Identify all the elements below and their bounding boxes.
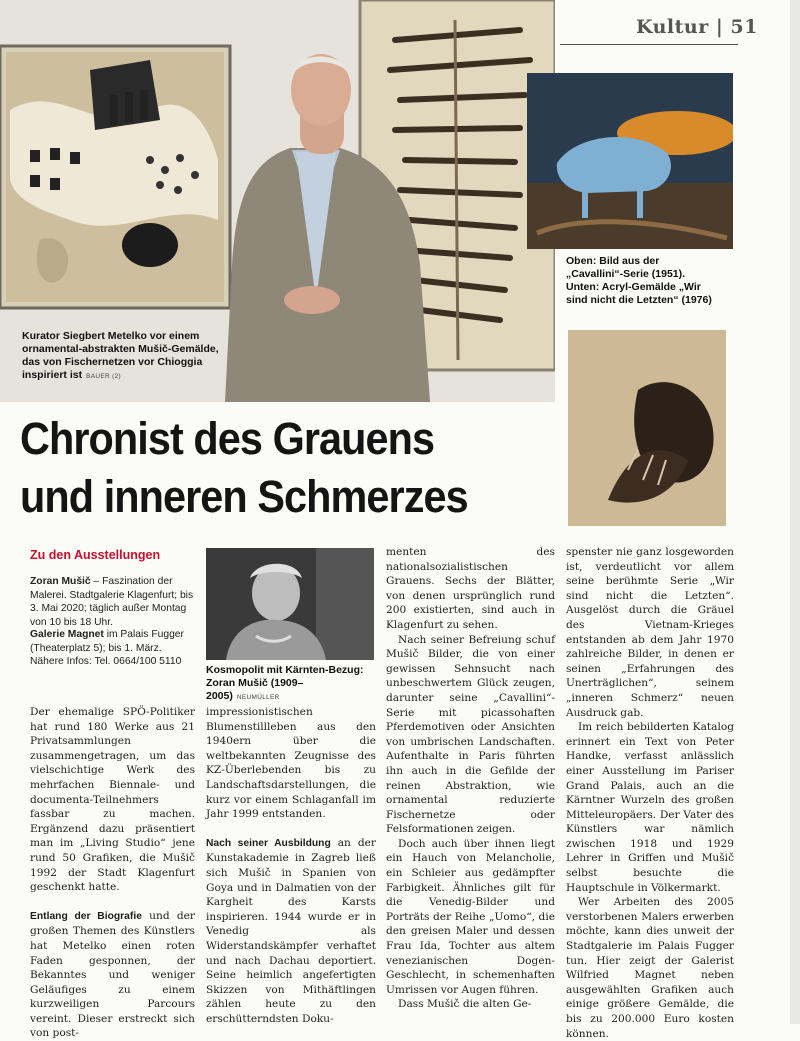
paragraph-text: an der Kunstakademie in Zagreb ließ sich Mušič in Spanien von Goya und in Dalmatien von der Kargheit des Karsts inspirieren. 1944 wurde er in Venedig als Widerstandskämpfer verhaftet und nach Dachau deportiert. Seine heimlich angefertigten Skizzen von Mithäftlingen zählen heute zu den erschütterndsten Doku- <box>206 836 376 1025</box>
paragraph: Doch auch über ihnen liegt ein Hauch von Melancholie, ein Schleier aus gedämpfter Farbigkeit. Ähnliches gilt für die Venedig-Bilder und Porträts der Reihe „Uomo“, die den greisen Maler und dessen Frau Ida, Tochter aus altem venezianischen Dogen-Geschlecht, in schemenhaften Umrissen vor Augen führen. <box>386 837 555 996</box>
paragraph: Wer Arbeiten des 2005 verstorbenen Malers erwerben möchte, kann dies unweit der Stadtgalerie im Palais Fugger tun. Hier zeigt der Galerist Wilfried Magnet neben ausgewählten Grafiken auch einige größere Gemälde, die bis zu 200.000 Euro kosten können. <box>566 896 734 1040</box>
acryl-painting <box>568 330 726 526</box>
paragraph: impressionistischen Blumenstillleben aus den 1940ern über die weltbekannten Zeugnisse des KZ-Überlebenden bis zu Landschaftsdarstellungen, die kurz vor einem Schlaganfall im Jahr 1999 entstanden. <box>206 706 376 821</box>
paragraph: Im reich bebilderten Katalog erinnert ein Text von Peter Handke, verfasst anlässlich einer Ausstellung im Pariser Grand Palais, auch an die Kärntner Wurzeln des großen Mitteleuropäers. Der Vater des Künstlers war nämlich zwischen 1918 und 1929 Lehrer in Griffen und Mušič selbst besuchte die Hauptschule in Völkermarkt. <box>566 721 734 894</box>
paragraph <box>206 836 376 1027</box>
section-label: Kultur | 51 <box>636 16 758 38</box>
info-item-name: Zoran Mušič <box>30 576 91 587</box>
info-item-name: Galerie Magnet <box>30 629 104 640</box>
caption-text: Kosmopolit mit Kärnten-Bezug: Zoran Mušič (1909–2005) <box>206 664 364 702</box>
article-column-3 <box>386 545 555 1012</box>
paragraph: Nach seiner Befreiung schuf Mušič Bilder, die von einer gewissen Sehnsucht nach unbeschwertem Glück zeugen, darunter seine „Cavallini“-Serie mit picassohaften Pferdemotiven oder Ansichten von umbrischen Landschaften. Aufenthalte in Paris führten ihn auch in die Gefilde der reinen Abstraktion, wie ornamental reduzierte Fischernetze oder Felsformationen zeigen. <box>386 633 555 836</box>
header-rule <box>560 44 738 45</box>
article-column-2 <box>206 705 376 1026</box>
cavallini-painting <box>527 73 733 249</box>
page-edge <box>790 0 800 1024</box>
subheading: Nach seiner Ausbildung <box>206 837 331 849</box>
caption-paintings: Oben: Bild aus der „Cavallini“-Serie (1951). Unten: Acryl-Gemälde „Wir sind nicht die Letzten“ (1976) <box>566 255 712 306</box>
paragraph <box>30 909 195 1041</box>
paragraph: Der ehemalige SPÖ-Politiker hat rund 180 Werke aus 21 Privatsammlungen zusammengetragen, um das vielschichtige Werk des mehrfachen Biennale- und documenta-Teilnehmers fassbar zu machen. Ergänzend dazu präsentiert man im „Living Studio“ jene rund 50 Grafiken, die Mušič 1992 der Stadt Klagenfurt geschenkt hatte. <box>30 706 195 894</box>
headline-line-1: Chronist des Grauens <box>20 413 435 464</box>
photo-credit: BAUER (2) <box>86 373 121 380</box>
info-item-stadtgalerie <box>30 575 198 629</box>
paragraph: spenster nie ganz losgeworden ist, verdeutlicht vor allem seine berühmte Serie „Wir sind nicht die Letzten“. Ausgelöst durch die Gräuel des Vietnam-Krieges entstanden ab dem Jahr 1970 zahlreiche Bilder, in denen er seinen „Erfahrungen des Unerträglichen“, seinem „inneren Schmerz“ neuen Ausdruck gab. <box>566 546 734 719</box>
subheading: Entlang der Biografie <box>30 910 142 922</box>
info-box-title: Zu den Ausstellungen <box>30 548 161 562</box>
caption-curator-photo <box>22 330 222 383</box>
portrait-photo <box>206 548 374 660</box>
article-column-1 <box>30 705 195 1041</box>
headline <box>20 410 535 526</box>
article-column-4 <box>566 545 734 1041</box>
caption-portrait <box>206 664 376 704</box>
photo-credit: NEUMÜLLER <box>236 694 280 701</box>
paragraph: menten des nationalsozialistischen Grauens. Sechs der Blätter, von denen ursprünglich rund 200 existierten, sind auch in Klagenfurt zu sehen. <box>386 546 555 631</box>
info-item-text: im Palais Fugger (Theaterplatz 5); bis 1. März. Nähere Infos: Tel. 0664/100 5110 <box>30 629 184 668</box>
paragraph: Dass Mušič die alten Ge- <box>398 998 532 1011</box>
paragraph-text: und der großen Themen des Künstlers hat Metelko einen roten Faden gesponnen, der Bekanntes und weniger Geläufiges zu einem kurzweiligen Parcours vereint. Dieser erstreckt sich von post- <box>30 909 195 1040</box>
info-item-galerie-magnet <box>30 628 198 669</box>
caption-text: Kurator Siegbert Metelko vor einem ornamental-abstrakten Mušič-Gemälde, das von Fischernetzen vor Chioggia inspiriert ist <box>22 330 219 381</box>
headline-line-2: und inneren Schmerzes <box>20 471 468 522</box>
info-item-text: – Faszination der Malerei. Stadtgalerie Klagenfurt; bis 3. Mai 2020; täglich außer Montag von 10 bis 18 Uhr. <box>30 576 194 628</box>
